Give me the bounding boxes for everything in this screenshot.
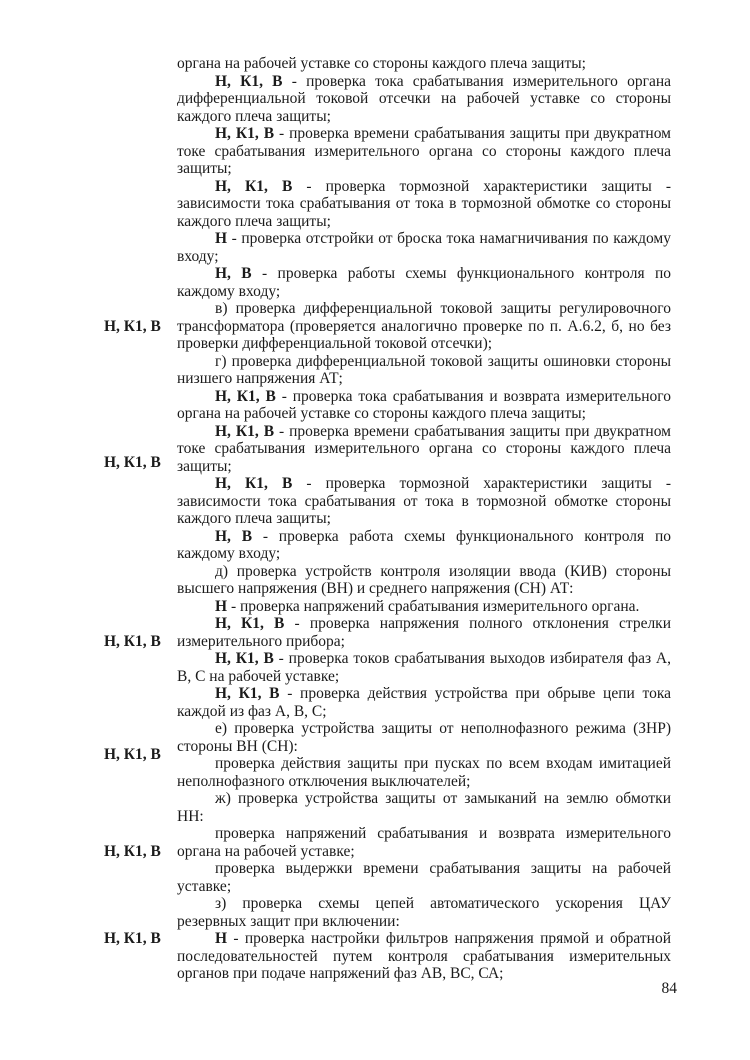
- paragraph-text: ж) проверка устройства защиты от замыканий на землю обмотки НН:: [177, 790, 671, 825]
- paragraph: [104, 930, 672, 983]
- paragraph: [177, 685, 671, 720]
- stage-margin-label: Н, К1, В: [104, 842, 161, 860]
- paragraph-text: - проверка тока срабатывания и возврата измерительного органа на рабочей уставке со стороны каждого плеча защиты;: [177, 387, 672, 422]
- paragraph: [177, 650, 671, 685]
- paragraph: [177, 353, 671, 388]
- paragraph: [177, 563, 671, 598]
- paragraph: [177, 790, 671, 825]
- stage-code: Н, К1, В: [215, 422, 275, 440]
- paragraph-text: - проверка тормозной характеристики защиты - зависимости тока срабатывания от тока в тормозной обмотке со стороны каждого плеча защиты;: [177, 177, 672, 230]
- paragraph-text: - проверка времени срабатывания защиты при двукратном токе срабатывания измерительного органа со стороны каждого плеча защиты;: [177, 422, 671, 475]
- paragraph: [104, 825, 671, 860]
- stage-code: Н, К1, В: [215, 125, 275, 142]
- document-body: [104, 55, 672, 983]
- paragraph: [104, 720, 671, 764]
- stage-code: Н, К1, В: [215, 387, 276, 405]
- stage-code: Н, К1, В: [215, 685, 280, 702]
- paragraph: [177, 895, 671, 930]
- paragraph: [104, 615, 672, 650]
- stage-code: Н, К1, В: [215, 650, 274, 667]
- paragraph-text: - проверка отстройки от броска тока намагничивания по каждому входу;: [177, 230, 671, 265]
- stage-code: Н, К1, В: [215, 615, 285, 632]
- stage-code: Н, К1, В: [215, 475, 293, 492]
- paragraph: [177, 755, 671, 790]
- paragraph-text: - проверка работы схемы функционального контроля по каждому входу;: [177, 265, 671, 300]
- stage-margin-label: Н, К1, В: [104, 317, 161, 335]
- paragraph-text: в) проверка дифференциальной токовой защиты регулировочного трансформатора (проверяется аналогично проверке по п. А.6.2, б, но без проверки дифференциальной токовой отсечки);: [177, 300, 671, 352]
- paragraph: [104, 422, 671, 476]
- paragraph-text: д) проверка устройств контроля изоляции ввода (КИВ) стороны высшего напряжения (ВН) и среднего напряжения (СН) АТ:: [177, 562, 671, 597]
- stage-margin-label: Н, К1, В: [104, 454, 161, 471]
- paragraph-text: проверка действия защиты при пусках по всем входам имитацией неполнофазного отключения выключателей;: [177, 755, 671, 790]
- paragraph-text: - проверка работа схемы функционального контроля по каждому входу;: [177, 527, 672, 562]
- paragraph: [177, 230, 671, 265]
- paragraph-text: - проверка напряжения полного отклонения стрелки измерительного прибора;: [177, 615, 672, 650]
- paragraph: [177, 265, 671, 300]
- paragraph-text: - проверка настройки фильтров напряжения прямой и обратной последовательностей путем контроля срабатывания измерительных органов при подаче напряжений фаз АВ, ВС, СА;: [177, 930, 672, 982]
- stage-code: Н, К1, В: [215, 177, 293, 195]
- paragraph-text: - проверка тока срабатывания измерительного органа дифференциальной токовой отсечки на рабочей уставке со стороны каждого плеча защиты;: [177, 72, 672, 125]
- paragraph: [177, 73, 671, 126]
- paragraph-text: з) проверка схемы цепей автоматического ускорения ЦАУ резервных защит при включении:: [177, 895, 671, 930]
- page-number: 84: [661, 980, 677, 997]
- paragraph: [177, 125, 671, 178]
- paragraph: [177, 178, 671, 231]
- paragraph: [177, 528, 671, 563]
- paragraph-text: г) проверка дифференциальной токовой защиты ошиновки стороны низшего напряжения АТ;: [177, 352, 671, 387]
- stage-code: Н: [215, 930, 228, 947]
- paragraph-text: е) проверка устройства защиты от неполнофазного режима (ЗНР) стороны ВН (СН):: [177, 720, 671, 755]
- paragraph: [104, 300, 671, 353]
- paragraph-text: - проверка токов срабатывания выходов избирателя фаз А, В, С на рабочей уставке;: [177, 650, 672, 685]
- paragraph: [177, 55, 671, 73]
- paragraph: [177, 388, 671, 423]
- paragraph: [177, 475, 671, 528]
- stage-code: Н: [215, 597, 228, 615]
- paragraph-text: проверка выдержки времени срабатывания защиты на рабочей уставке;: [177, 860, 671, 895]
- stage-code: Н: [215, 230, 228, 247]
- stage-margin-label: Н, К1, В: [104, 930, 161, 947]
- stage-margin-label: Н, К1, В: [104, 632, 161, 650]
- paragraph-text: - проверка времени срабатывания защиты при двукратном токе срабатывания измерительного органа со стороны каждого плеча защиты;: [177, 125, 671, 177]
- paragraph: [177, 860, 671, 895]
- stage-code: Н, В: [215, 265, 252, 282]
- stage-margin-label: Н, К1, В: [104, 746, 161, 764]
- paragraph-text: проверка напряжений срабатывания и возврата измерительного органа на рабочей уставке;: [177, 825, 671, 860]
- paragraph-text: - проверка тормозной характеристики защиты - зависимости тока срабатывания от тока в тормозной обмотке стороны каждого плеча защиты;: [177, 475, 672, 527]
- paragraph-text: - проверка действия устройства при обрыве цепи тока каждой из фаз А, В, С;: [177, 685, 671, 720]
- stage-code: Н, К1, В: [215, 72, 283, 90]
- stage-code: Н, В: [215, 527, 253, 545]
- paragraph-text: - проверка напряжений срабатывания измерительного органа.: [230, 597, 640, 615]
- paragraph: [177, 598, 671, 616]
- paragraph-text: органа на рабочей уставке со стороны каждого плеча защиты;: [177, 55, 586, 72]
